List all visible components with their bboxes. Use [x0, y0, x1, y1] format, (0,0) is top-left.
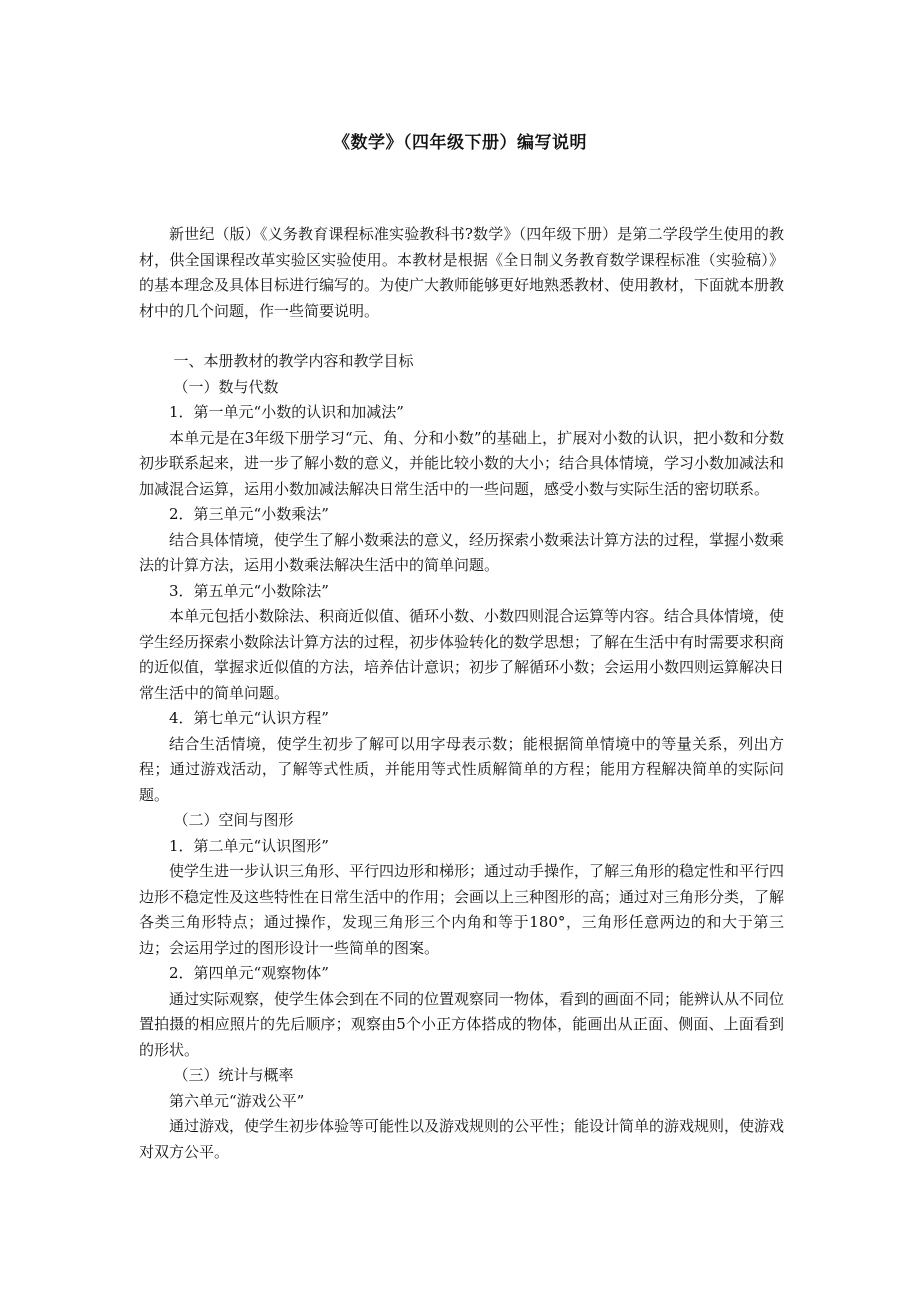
subsection-heading-space-shape: （二）空间与图形: [173, 811, 294, 829]
unit7-heading: 4．第七单元“认识方程”: [169, 709, 329, 727]
intro-paragraph: 新世纪（版）《义务教育课程标准实验教科书?数学》（四年级下册）是第二学段学生使用的教材，供全国课程改革实验区实验使用。本教材是根据《全日制义务教育数学课程标准（实验稿）》的基本理念及具体目标进行编写的。为使广大教师能够更好地熟悉教材、使用教材，下面就本册教材中的几个问题，作一些简要说明。: [139, 225, 785, 320]
section-heading: 一、本册教材的教学内容和教学目标: [173, 352, 414, 370]
unit6-heading: 第六单元“游戏公平”: [169, 1091, 305, 1110]
unit4-heading: 2．第四单元“观察物体”: [169, 964, 329, 982]
unit2-paragraph: 使学生进一步认识三角形、平行四边形和梯形；通过动手操作，了解三角形的稳定性和平行四边形不稳定性及这些特性在日常生活中的作用；会画以上三种图形的高；通过对三角形分类，了解各类三角形特点；通过操作，发现三角形三个内角和等于180°，三角形任意两边的和大于第三边；会运用学过的图形设计一些简单的图案。: [139, 862, 785, 957]
unit1-heading: 1．第一单元“小数的认识和加减法”: [169, 403, 404, 421]
unit3-paragraph: 结合具体情境，使学生了解小数乘法的意义，经历探索小数乘法计算方法的过程，掌握小数乘法的计算方法，运用小数乘法解决生活中的简单问题。: [139, 530, 785, 574]
unit4-paragraph: 通过实际观察，使学生体会到在不同的位置观察同一物体，看到的画面不同；能辨认从不同位置拍摄的相应照片的先后顺序；观察由5个小正方体搭成的物体，能画出从正面、侧面、上面看到的形状。: [139, 989, 785, 1059]
unit2-heading: 1．第二单元“认识图形”: [169, 836, 329, 855]
unit1-paragraph: 本单元是在3年级下册学习“元、角、分和小数”的基础上，扩展对小数的认识，把小数和分数初步联系起来，进一步了解小数的意义，并能比较小数的大小；结合具体情境，学习小数加减法和加减混合运算，运用小数加减法解决日常生活中的一些问题，感受小数与实际生活的密切联系。: [139, 428, 785, 498]
unit7-paragraph: 结合生活情境，使学生初步了解可以用字母表示数；能根据简单情境中的等量关系，列出方程；通过游戏活动，了解等式性质，并能用等式性质解简单的方程；能用方程解决简单的实际问题。: [139, 734, 784, 804]
unit5-paragraph: 本单元包括小数除法、积商近似值、循环小数、小数四则混合运算等内容。结合具体情境，使学生经历探索小数除法计算方法的过程，初步体验转化的数学思想；了解在生活中有时需要求积商的近似值，掌握求近似值的方法，培养估计意识；初步了解循环小数；会运用小数四则运算解决日常生活中的简单问题。: [139, 607, 785, 702]
document-body: [139, 222, 784, 1165]
unit6-paragraph: 通过游戏，使学生初步体验等可能性以及游戏规则的公平性；能设计简单的游戏规则，使游戏对双方公平。: [139, 1117, 785, 1161]
unit5-heading: 3．第五单元“小数除法”: [169, 581, 329, 600]
subsection-heading-statistics: （三）统计与概率: [173, 1066, 294, 1084]
document-title: 《数学》（四年级下册）编写说明: [333, 133, 587, 153]
subsection-heading-number-algebra: （一）数与代数: [173, 377, 279, 396]
unit3-heading: 2．第三单元“小数乘法”: [169, 505, 329, 523]
